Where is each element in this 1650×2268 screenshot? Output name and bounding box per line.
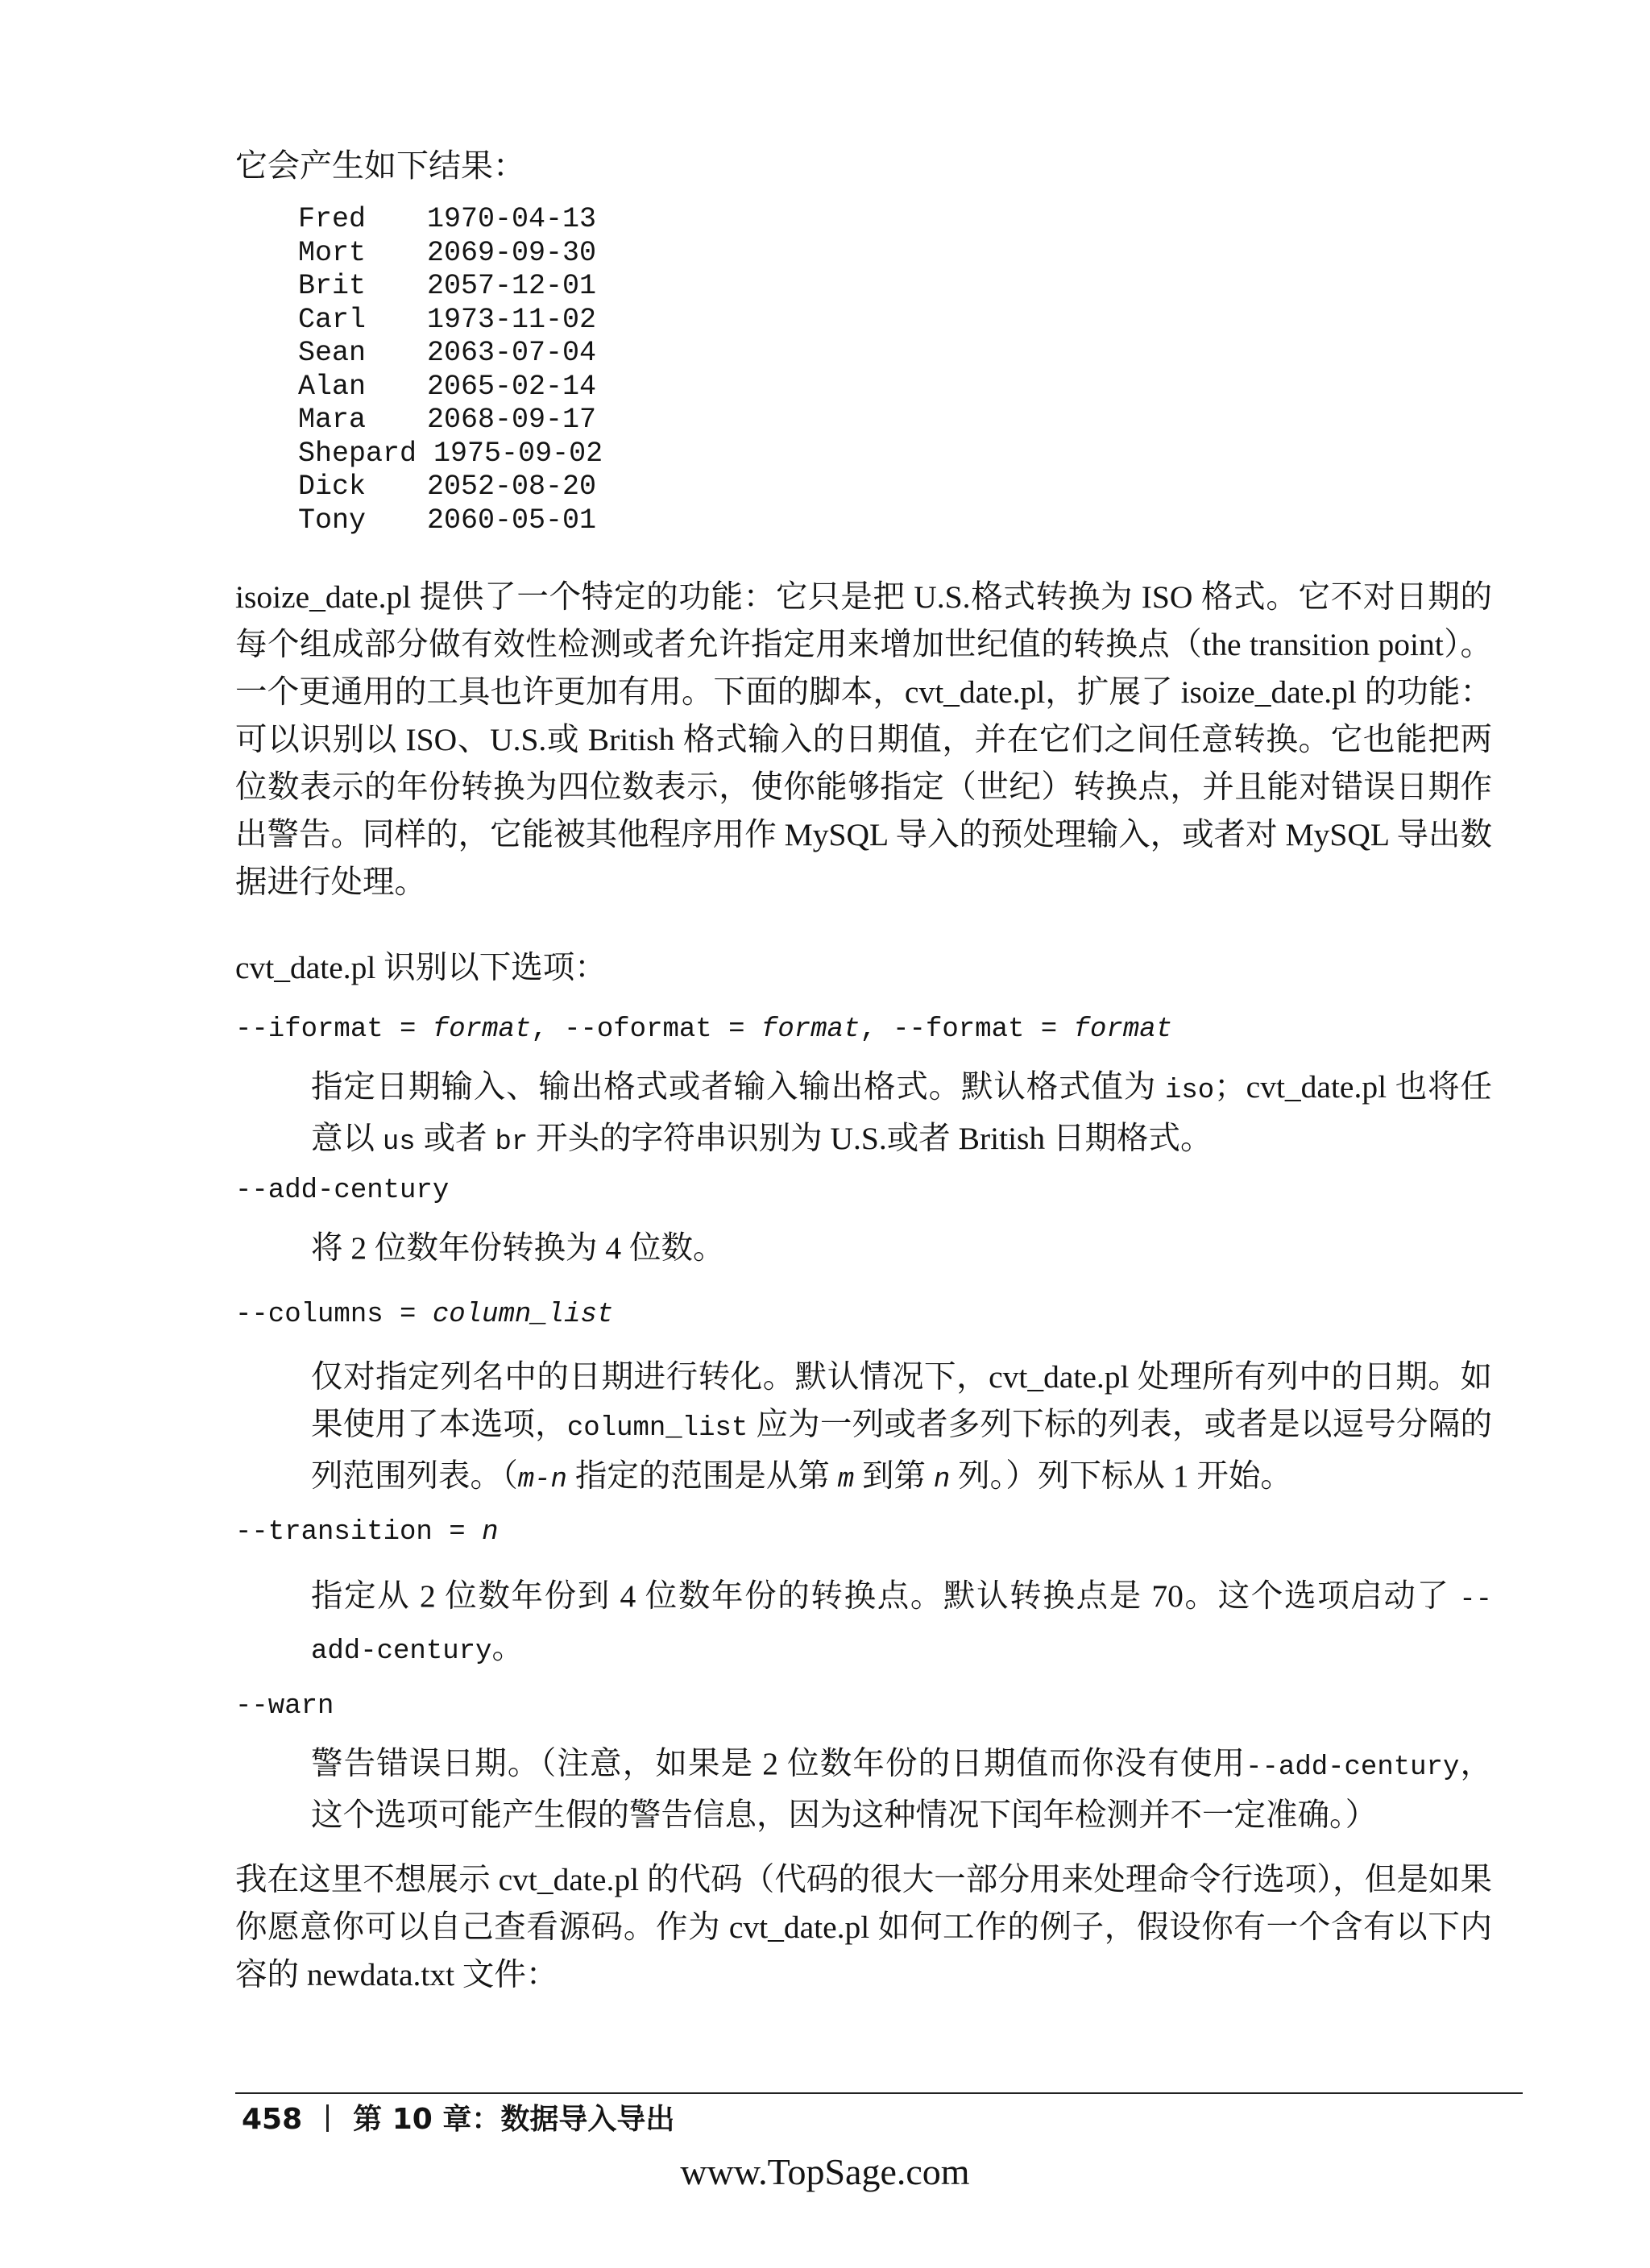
option-arg: format (761, 1014, 860, 1045)
paragraph-cvt-date-example: 我在这里不想展示 cvt_date.pl 的代码（代码的很大一部分用来处理命令行选项），但是如果你愿意你可以自己查看源码。作为 cvt_date.pl 如何工作的例子，假设你有一个含有以下内容的 newdata.txt 文件： (235, 1862, 1492, 1992)
site-watermark: www.TopSage.com (680, 2151, 970, 2192)
code-term: n (933, 1465, 951, 1495)
desc-text: 。 (491, 1630, 524, 1665)
result-date: 1973-11-02 (427, 303, 597, 336)
option-transition-description (311, 1573, 1492, 1676)
result-date: 2065-02-14 (427, 370, 597, 403)
option-text: --columns = (235, 1300, 433, 1330)
option-warn: --warn (235, 1691, 334, 1722)
result-name: Shepard (298, 437, 417, 470)
result-name: Sean (298, 337, 367, 369)
option-add-century-description: 将 2 位数年份转换为 4 位数。 (311, 1230, 725, 1266)
desc-text: 开头的字符串识别为 U.S.或者 British 日期格式。 (528, 1121, 1213, 1156)
result-name: Carl (298, 303, 367, 336)
option-format (235, 1012, 1172, 1047)
option-columns (235, 1297, 613, 1333)
result-name: Dick (298, 471, 367, 503)
footer-rule (235, 2092, 1523, 2094)
page-footer (242, 2100, 674, 2139)
result-name: Fred (298, 203, 367, 235)
result-row (298, 371, 603, 404)
code-term: --add-century (1246, 1752, 1460, 1783)
result-name: Brit (298, 270, 367, 302)
option-arg: format (432, 1014, 532, 1045)
code-term: iso (1164, 1076, 1215, 1106)
option-text: , --oformat = (531, 1014, 761, 1045)
result-row (298, 270, 603, 304)
option-arg: column_list (432, 1300, 614, 1330)
desc-text: ；cvt_date.pl 也将任意以 (311, 1069, 1492, 1156)
result-date: 2063-07-04 (427, 337, 597, 369)
desc-text: 指定日期输入、输出格式或者输入输出格式。默认格式值为 (311, 1069, 1165, 1105)
option-text: --iformat = (235, 1014, 433, 1045)
intro-text: 它会产生如下结果： (235, 147, 525, 184)
result-date: 2052-08-20 (427, 471, 597, 503)
results-listing (298, 203, 603, 537)
option-text: --transition = (235, 1517, 483, 1548)
result-date: 2057-12-01 (427, 270, 597, 302)
option-add-century: --add-century (235, 1175, 450, 1206)
footer-separator (326, 2104, 329, 2132)
code-term: --add-century (311, 1585, 1492, 1667)
desc-text: 指定从 2 位数年份到 4 位数年份的转换点。默认转换点是 70。这个选项启动了 (311, 1578, 1460, 1614)
option-format-description (311, 1064, 1492, 1167)
desc-text: 或者 (415, 1121, 495, 1156)
result-row (298, 404, 603, 437)
result-name: Mara (298, 404, 367, 436)
desc-text: 仅对指定列名中的日期进行转化。默认情况下，cvt_date.pl 处理所有列中的日期。如果使用了本选项， (311, 1359, 1492, 1442)
desc-text: 列。）列下标从 1 开始。 (950, 1458, 1292, 1494)
option-arg: n (482, 1517, 499, 1548)
paragraph-options-intro: cvt_date.pl 识别以下选项： (235, 950, 607, 985)
page-number: 458 (242, 2103, 303, 2136)
code-term: m (837, 1465, 855, 1495)
desc-text: 到第 (854, 1458, 934, 1494)
result-name: Alan (298, 370, 367, 403)
result-date: 1970-04-13 (427, 203, 597, 235)
result-row (298, 203, 603, 237)
result-row (298, 237, 603, 271)
desc-text: 警告错误日期。（注意，如果是 2 位数年份的日期值而你没有使用 (311, 1746, 1246, 1781)
option-transition (235, 1515, 498, 1550)
desc-text: 应为一列或者多列下标的列表，或者是以逗号分隔的列范围列表。（ (311, 1407, 1493, 1494)
code-term: column_list (566, 1413, 748, 1444)
result-date: 2069-09-30 (427, 236, 597, 269)
code-term: br (495, 1127, 529, 1158)
result-date: 1975-09-02 (433, 437, 603, 470)
desc-text: ，这个选项可能产生假的警告信息，因为这种情况下闰年检测并不一定准确。） (311, 1746, 1493, 1833)
desc-text: 指定的范围是从第 (566, 1458, 838, 1494)
result-row (298, 304, 603, 338)
result-date: 2060-05-01 (427, 504, 597, 537)
result-row (298, 437, 603, 471)
code-term: us (382, 1127, 416, 1158)
paragraph-isoize: isoize_date.pl 提供了一个特定的功能：它只是把 U.S.格式转换为 ISO 格式。它不对日期的每个组成部分做有效性检测或者允许指定用来增加世纪值的转换点（the transition point）。一个更通用的工具也许更加有用。下面的脚本，cvt_date.pl，扩展了 isoize_date.pl 的功能：可以识别以 ISO、U.S.或 British 格式输入的日期值，并在它们之间任意转换。它也能把两位数表示的年份转换为四位数表示，使你能够指定（世纪）转换点，并且能对错误日期作出警告。同样的，它能被其他程序用作 MySQL 导入的预处理输入，或者对 MySQL 导出数据进行处理。 (235, 579, 1492, 900)
result-row (298, 504, 603, 538)
result-name: Mort (298, 236, 367, 269)
option-arg: format (1073, 1014, 1173, 1045)
code-term: m-n (517, 1465, 567, 1495)
result-date: 2068-09-17 (427, 404, 597, 436)
option-columns-description (311, 1354, 1492, 1504)
chapter-title: 第 10 章：数据导入导出 (353, 2103, 675, 2136)
result-row (298, 337, 603, 371)
option-text: , --format = (860, 1014, 1074, 1045)
option-warn-description (311, 1740, 1492, 1839)
result-row (298, 471, 603, 504)
result-name: Tony (298, 504, 367, 537)
